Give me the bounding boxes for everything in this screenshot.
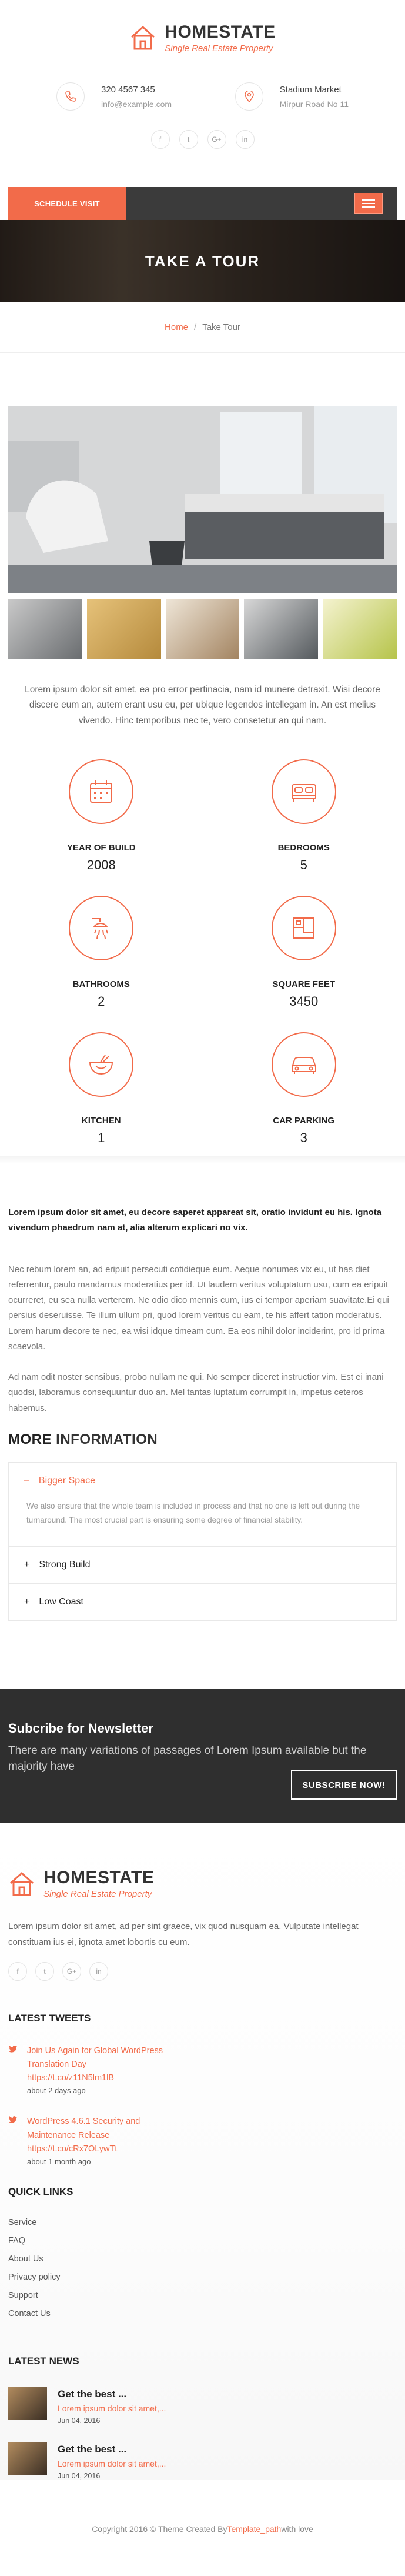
news-thumbnail[interactable] <box>8 2387 47 2420</box>
contact-address <box>235 75 349 118</box>
feature-square-feet <box>203 896 405 1013</box>
footer-about: Lorem ipsum dolor sit amet, ad per sint graece, vix quod nusquam ea. Vulputate intellegat constituam ius ei, ignota amet lobortis cu eum. <box>8 1921 359 1947</box>
feature-label: BEDROOMS <box>277 843 330 853</box>
feature-label: CAR PARKING <box>273 1116 335 1126</box>
brand-name: HOMESTATE <box>165 22 276 42</box>
main-photo[interactable] <box>8 406 397 593</box>
accordion-header[interactable] <box>9 1547 396 1583</box>
plus-icon: + <box>24 1560 30 1570</box>
description-lead: Lorem ipsum dolor sit amet, eu decore saperet appareat sit, oratio invidunt eu his. Ignota vivendum phaedrum nam at, alia alterum explicari no vix. <box>8 1207 382 1233</box>
accordion-title: Strong Build <box>39 1560 91 1570</box>
feature-car-parking <box>203 1032 405 1150</box>
feature-label: YEAR OF BUILD <box>66 843 136 853</box>
newsletter-section <box>0 1689 405 1823</box>
feature-value: 5 <box>300 857 307 873</box>
site-header <box>0 0 405 75</box>
house-logo-icon <box>8 1870 35 1897</box>
map-pin-icon <box>235 82 263 111</box>
newsletter-text: There are many variations of passages of Lorem Ipsum available but the majority have <box>8 1744 367 1773</box>
feature-value: 1 <box>98 1130 105 1146</box>
accordion-item <box>9 1584 396 1620</box>
gallery-thumb[interactable] <box>323 599 397 659</box>
tweet-text[interactable]: WordPress 4.6.1 Security and Maintenance Release https://t.co/cRx7OLywTt <box>27 2117 140 2154</box>
bedroom-photo-illustration <box>8 406 397 593</box>
quick-link-about[interactable]: About Us <box>8 2254 43 2264</box>
breadcrumb <box>0 302 405 353</box>
footer-logo[interactable] <box>8 1868 397 1899</box>
feature-label: KITCHEN <box>81 1116 121 1126</box>
news-item[interactable] <box>8 2442 397 2480</box>
linkedin-icon[interactable]: in <box>89 1962 108 1981</box>
bowl-icon <box>88 1053 115 1076</box>
feature-value: 2 <box>98 994 105 1009</box>
schedule-visit-button[interactable]: SCHEDULE VISIT <box>8 187 126 220</box>
gallery-thumb[interactable] <box>166 599 240 659</box>
feature-value: 3450 <box>289 994 319 1009</box>
quick-link-contact[interactable]: Contact Us <box>8 2309 51 2318</box>
subscribe-button[interactable]: SUBSCRIBE NOW! <box>291 1770 397 1800</box>
quick-links <box>8 2186 397 2327</box>
contact-info <box>0 75 405 118</box>
news-title[interactable]: Get the best ... <box>58 2388 127 2400</box>
section-divider <box>0 1156 405 1164</box>
accordion-header[interactable] <box>9 1584 396 1620</box>
minus-icon: – <box>24 1475 29 1486</box>
calendar-icon <box>88 779 114 805</box>
news-excerpt: Lorem ipsum dolor sit amet,... <box>58 2404 166 2413</box>
site-footer <box>0 1823 405 2480</box>
feature-label: BATHROOMS <box>72 979 130 990</box>
phone-number[interactable]: 320 4567 345 <box>101 84 155 95</box>
feature-bathrooms <box>0 896 203 1013</box>
brand-tagline: Single Real Estate Property <box>165 43 273 54</box>
feature-label: SQUARE FEET <box>272 979 336 990</box>
property-description <box>0 1164 405 1621</box>
gallery-thumb[interactable] <box>8 599 82 659</box>
house-logo-icon <box>129 24 156 51</box>
copyright-author-link[interactable]: Template_path <box>227 2524 282 2534</box>
feature-bedrooms <box>203 759 405 877</box>
accordion-title: Bigger Space <box>38 1475 95 1486</box>
description-paragraph: Ad nam odit noster sensibus, probo nullam ne qui. No semper diceret instructior vim. Est ei inani quodsi, laboramus consequuntur duo an. Mel tantas luptatum corrumpit in, impetus ceteros habemus. <box>8 1372 384 1413</box>
tweet-date: about 2 days ago <box>27 2086 86 2095</box>
site-logo[interactable] <box>129 22 275 54</box>
gallery-thumb[interactable] <box>244 599 318 659</box>
twitter-icon[interactable]: t <box>35 1962 54 1981</box>
property-gallery <box>0 406 405 659</box>
twitter-icon[interactable]: t <box>179 130 198 149</box>
twitter-bird-icon <box>8 2044 18 2054</box>
gallery-thumbnails <box>8 599 397 659</box>
bed-icon <box>290 780 317 803</box>
phone-icon <box>56 82 85 111</box>
main-navbar <box>8 187 397 220</box>
breadcrumb-separator: / <box>194 322 197 332</box>
header-socials <box>0 118 405 161</box>
tweet-item <box>8 2115 397 2166</box>
breadcrumb-current: Take Tour <box>202 322 240 332</box>
email-address[interactable]: info@example.com <box>101 99 172 109</box>
accordion-title: Low Coast <box>39 1597 83 1607</box>
copyright-suffix: with love <box>281 2524 313 2534</box>
facebook-icon[interactable]: f <box>151 130 170 149</box>
intro-text: Lorem ipsum dolor sit amet, ea pro error pertinacia, nam id munere detraxit. Wisi decore discere eum an, autem erant usu eu, per ubique legendos intellegam in. An est melius vivendo. Hinc temporibus nec te, vero consetetur an qui nam. <box>25 685 380 726</box>
page-title: TAKE A TOUR <box>145 252 260 270</box>
quick-link-privacy[interactable]: Privacy policy <box>8 2273 61 2282</box>
quick-link-service[interactable]: Service <box>8 2218 37 2227</box>
brand-name: HOMESTATE <box>43 1868 155 1888</box>
brand-tagline: Single Real Estate Property <box>43 1889 152 1900</box>
contact-phone <box>56 75 172 118</box>
tweet-item <box>8 2044 397 2095</box>
plus-icon: + <box>24 1597 30 1607</box>
floorplan-icon <box>292 916 316 940</box>
twitter-bird-icon <box>8 2115 18 2124</box>
gallery-thumb[interactable] <box>87 599 161 659</box>
accordion-item <box>9 1463 396 1547</box>
google-plus-icon[interactable]: G+ <box>62 1962 81 1981</box>
shower-icon <box>88 915 114 941</box>
news-excerpt: Lorem ipsum dolor sit amet,... <box>58 2459 166 2468</box>
page-banner <box>0 220 405 302</box>
quick-links-heading: QUICK LINKS <box>8 2186 73 2197</box>
quick-link-faq[interactable]: FAQ <box>8 2236 26 2245</box>
latest-news <box>8 2355 397 2480</box>
feature-value: 2008 <box>86 857 116 873</box>
latest-tweets-heading: LATEST TWEETS <box>8 2012 91 2024</box>
accordion-header[interactable] <box>9 1463 396 1499</box>
facebook-icon[interactable]: f <box>8 1962 27 1981</box>
property-features <box>0 729 405 1150</box>
news-date: Jun 04, 2016 <box>58 2417 101 2425</box>
copyright-bar <box>0 2505 405 2552</box>
more-info-title: MORE INFORMATION <box>8 1431 158 1447</box>
feature-kitchen <box>0 1032 203 1150</box>
address-line2: Mirpur Road No 11 <box>279 99 349 109</box>
latest-news-heading: LATEST NEWS <box>8 2355 79 2367</box>
accordion-body: We also ensure that the whole team is included in process and that no one is left out during the turnaround. The most crucial part is ensuring some degree of financial stability. <box>26 1501 360 1525</box>
feature-value: 3 <box>300 1130 307 1146</box>
copyright-prefix: Copyright 2016 © Theme Created By <box>92 2524 227 2534</box>
newsletter-title: Subcribe for Newsletter <box>8 1721 153 1736</box>
quick-link-support[interactable]: Support <box>8 2291 38 2300</box>
linkedin-icon[interactable]: in <box>236 130 255 149</box>
tweet-text[interactable]: Join Us Again for Global WordPress Translation Day https://t.co/z11N5lm1lB <box>27 2046 163 2083</box>
google-plus-icon[interactable]: G+ <box>207 130 226 149</box>
hamburger-icon[interactable] <box>354 193 383 214</box>
accordion-item <box>9 1547 396 1584</box>
description-paragraph: Nec rebum lorem an, ad eripuit persecuti cotidieque eum. Aeque nonumes vix eu, ut has diet referrentur, paulo mandamus moderatius per id. Ut laudem veritus voluptatum usu, cum ea eripuit ocurreret, eu sea nulla verterem. Ne odio dico mennis cum, ius ei tempor aperiam suavitate.Ei qui persius deseruisse. Te illum ullum pri, quod lorem veritus cu eam, te his affert tation moderatius. Lorem harum decore te nec, ea wisi idque timeam cum. Ea eos nihil dolor inciderint, pro id prima scaevola. <box>8 1264 389 1352</box>
news-thumbnail[interactable] <box>8 2442 47 2475</box>
tweet-date: about 1 month ago <box>27 2157 91 2166</box>
footer-socials <box>8 1962 397 1981</box>
news-date: Jun 04, 2016 <box>58 2472 101 2480</box>
news-item[interactable] <box>8 2387 397 2425</box>
car-icon <box>290 1054 318 1075</box>
breadcrumb-home[interactable]: Home <box>165 322 189 332</box>
news-title[interactable]: Get the best ... <box>58 2444 127 2455</box>
feature-year <box>0 759 203 877</box>
address-line1: Stadium Market <box>279 84 342 95</box>
info-accordion <box>8 1462 397 1621</box>
